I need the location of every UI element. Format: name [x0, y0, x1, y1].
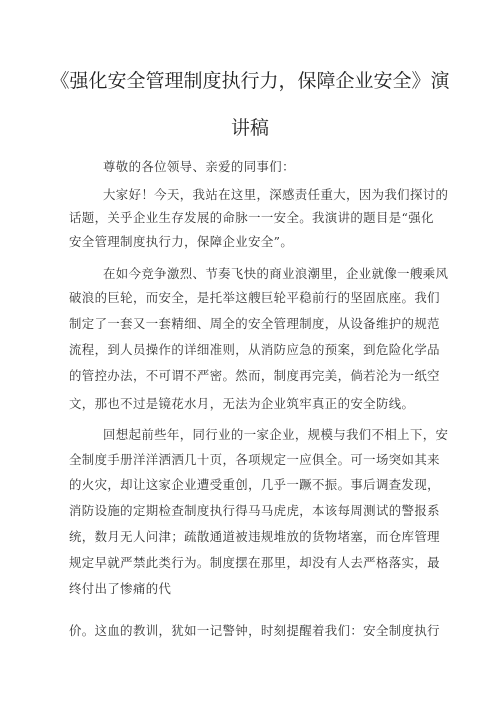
- paragraph-3-line-3: 的火灾，却让这家企业遭受重创，几乎一蹶不振。事后调查发现，: [69, 477, 440, 492]
- document-title-line-1: 《强化安全管理制度执行力，保障企业安全》演: [50, 70, 450, 92]
- paragraph-3-line-5: 统，数月无人问津；疏散通道被违规堆放的货物堵塞，而仓库管理: [69, 529, 440, 544]
- paragraph-1-line-2: 话题，关乎企业生存发展的命脉一一安全。我演讲的题目是“强化: [69, 210, 434, 225]
- paragraph-3-line-2: 全制度手册洋洋洒洒几十页，各项规定一应俱全。可一场突如其来: [69, 452, 440, 467]
- paragraph-3-line-1: 回想起前些年，同行业的一家企业，规模与我们不相上下，安: [103, 427, 449, 442]
- paragraph-4-line-1: 价。这血的教训，犹如一记警钟，时刻提醒着我们：安全制度执行: [69, 623, 440, 638]
- paragraph-2-line-3: 制定了一套又一套精细、周全的安全管理制度，从设备维护的规范: [69, 316, 440, 331]
- paragraph-3-line-4: 消防设施的定期检查制度执行得马马虎虎，本该每周测试的警报系: [69, 503, 440, 518]
- paragraph-3-line-7: 终付出了惨痛的代: [69, 581, 172, 596]
- paragraph-2-line-2: 破浪的巨轮，而安全，是托举这艘巨轮平稳前行的坚固底座。我们: [69, 290, 440, 305]
- paragraph-2-line-5: 的管控办法，不可谓不严密。然而，制度再完美，倘若沦为一纸空: [69, 368, 440, 383]
- salutation: 尊敬的各位领导、亲爱的同事们：: [103, 159, 295, 174]
- paragraph-2-line-6: 文，那也不过是镜花水月，无法为企业筑牢真正的安全防线。: [69, 396, 415, 411]
- paragraph-1-line-3: 安全管理制度执行力，保障企业安全”。: [69, 234, 294, 249]
- paragraph-2-line-4: 流程，到人员操作的详细准则，从消防应急的预案，到危险化学品: [69, 342, 440, 357]
- paragraph-2-line-1: 在如今竞争激烈、节奏飞快的商业浪潮里，企业就像一艘乘风: [103, 266, 449, 281]
- paragraph-3-line-6: 规定早就严禁此类行为。制度摆在那里，却没有人去严格落实，最: [69, 555, 440, 570]
- paragraph-1-line-1: 大家好！今天，我站在这里，深感责任重大，因为我们探讨的: [103, 187, 449, 202]
- document-title-line-2: 讲稿: [230, 117, 269, 139]
